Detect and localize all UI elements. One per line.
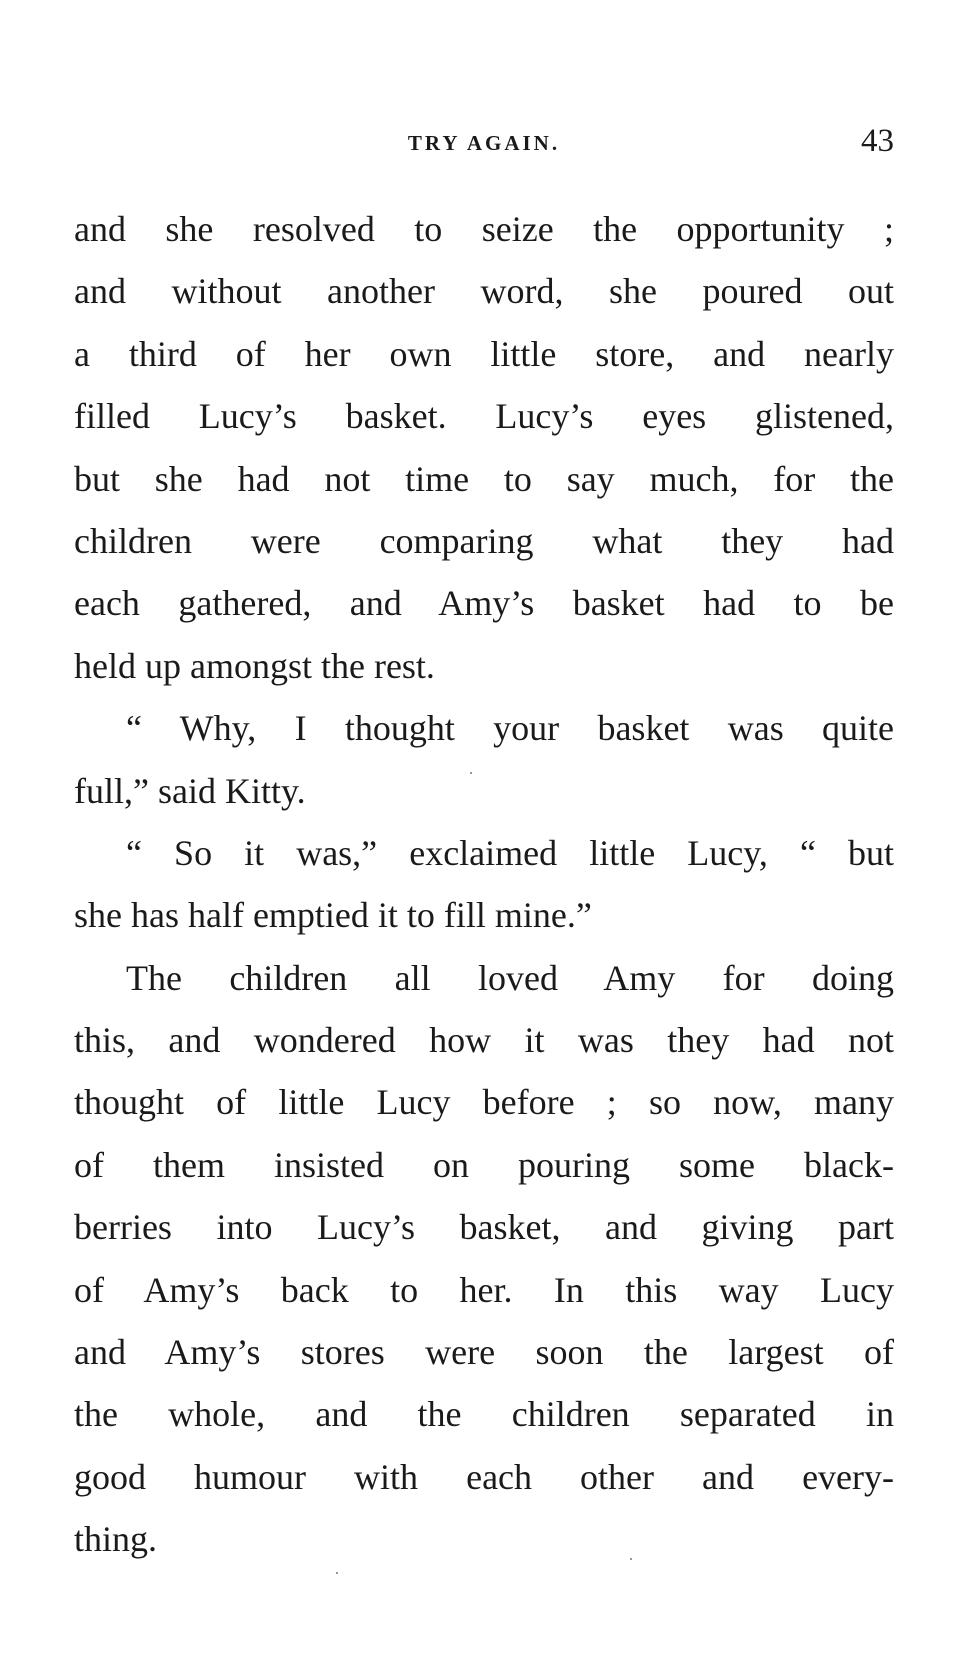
text-line: and Amy’s stores were soon the largest of: [74, 1332, 894, 1373]
text-line: a third of her own little store, and nearly: [74, 333, 894, 374]
paragraph: [74, 947, 894, 1571]
page-number: 43: [861, 123, 894, 159]
print-speck: [336, 1572, 338, 1574]
body-text: [74, 198, 894, 1571]
paragraph: [74, 198, 894, 697]
text-line: The children all loved Amy for doing: [126, 957, 894, 998]
text-line: “ Why, I thought your basket was quite: [126, 708, 894, 749]
text-line: and she resolved to seize the opportunity ;: [74, 209, 894, 249]
text-line: thought of little Lucy before ; so now, many: [74, 1082, 894, 1123]
text-line: this, and wondered how it was they had not: [74, 1020, 894, 1061]
text-line: thing.: [74, 1519, 158, 1560]
text-line: held up amongst the rest.: [74, 645, 435, 686]
paragraph: [74, 822, 894, 947]
text-line: of Amy’s back to her. In this way Lucy: [74, 1269, 894, 1310]
running-title: TRY AGAIN.: [407, 131, 561, 155]
text-line: the whole, and the children separated in: [74, 1394, 894, 1435]
print-speck: [630, 1558, 632, 1560]
running-head: [74, 123, 894, 163]
text-line: and without another word, she poured out: [74, 271, 894, 312]
text-line: but she had not time to say much, for the: [74, 458, 894, 499]
text-line: berries into Lucy’s basket, and giving part: [74, 1207, 894, 1248]
text-line: children were comparing what they had: [74, 520, 894, 561]
paragraph: [74, 697, 894, 822]
print-speck: [470, 772, 472, 774]
text-line: filled Lucy’s basket. Lucy’s eyes glistened,: [74, 396, 894, 437]
text-line: each gathered, and Amy’s basket had to be: [74, 583, 894, 624]
text-line: she has half emptied it to fill mine.”: [74, 895, 592, 936]
text-line: “ So it was,” exclaimed little Lucy, “ but: [126, 832, 894, 873]
text-line: good humour with each other and every-: [74, 1456, 894, 1497]
text-line: of them insisted on pouring some black-: [74, 1144, 894, 1185]
text-line: full,” said Kitty.: [74, 770, 306, 811]
